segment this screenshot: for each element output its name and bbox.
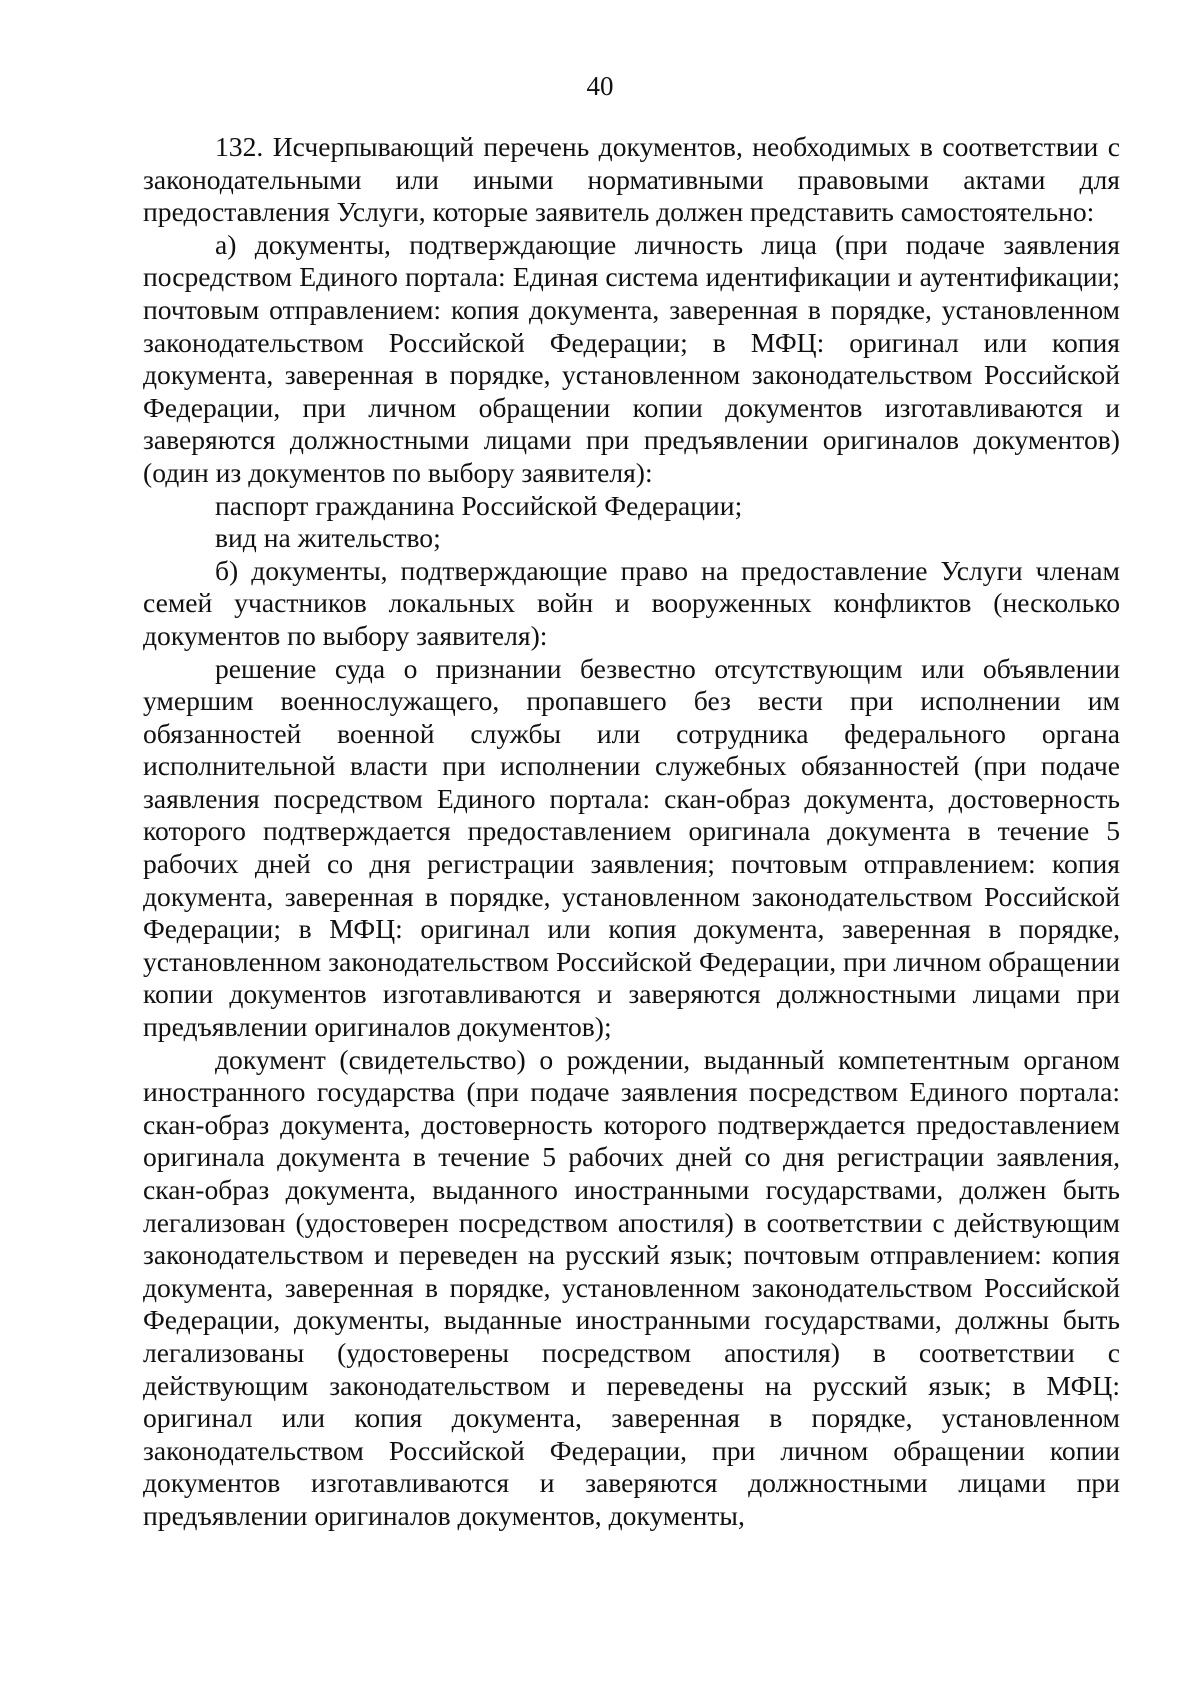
paragraph-b-entitlement-documents: б) документы, подтверждающие право на предоставление Услуги членам семей участников локальных войн и вооруженных конфликтов (несколько документов по выбору заявителя): <box>143 554 1120 651</box>
list-item-court-decision: решение суда о признании безвестно отсутствующим или объявлении умершим военнослужащего, пропавшего без вести при исполнении им обязанностей военной службы или сотрудника федерального органа исполнительной власти при исполнении служебных обязанностей (при подаче заявления посредством Единого портала: скан-образ документа, достоверность которого подтверждается предоставлением оригинала документа в течение 5 рабочих дней со дня регистрации заявления; почтовым отправлением: копия документа, заверенная в порядке, установленном законодательством Российской Федерации; в МФЦ: оригинал или копия документа, заверенная в порядке, установленном законодательством Российской Федерации, при личном обращении копии документов изготавливаются и заверяются должностными лицами при предъявлении оригиналов документов); <box>143 652 1120 1043</box>
paragraph-a-identity-documents: а) документы, подтверждающие личность лица (при подаче заявления посредством Единого портала: Единая система идентификации и аутентификации; почтовым отправлением: копия документа, заверенная в порядке, установленном законодательством Российской Федерации; в МФЦ: оригинал или копия документа, заверенная в порядке, установленном законодательством Российской Федерации, при личном обращении копии документов изготавливаются и заверяются должностными лицами при предъявлении оригиналов документов) (один из документов по выбору заявителя): <box>143 228 1120 488</box>
document-body <box>143 131 1120 1533</box>
paragraph-132-intro: 132. Исчерпывающий перечень документов, необходимых в соответствии с законодательными или иными нормативными правовыми актами для предоставления Услуги, которые заявитель должен представить самостоятельно: <box>143 131 1120 228</box>
list-item-birth-certificate: документ (свидетельство) о рождении, выданный компетентным органом иностранного государства (при подаче заявления посредством Единого портала: скан-образ документа, достоверность которого подтверждается предоставлением оригинала документа в течение 5 рабочих дней со дня регистрации заявления, скан-образ документа, выданного иностранными государствами, должен быть легализован (удостоверен посредством апостиля) в соответствии с действующим законодательством и переведен на русский язык; почтовым отправлением: копия документа, заверенная в порядке, установленном законодательством Российской Федерации, документы, выданные иностранными государствами, должны быть легализованы (удостоверены посредством апостиля) в соответствии с действующим законодательством и переведены на русский язык; в МФЦ: оригинал или копия документа, заверенная в порядке, установленном законодательством Российской Федерации, при личном обращении копии документов изготавливаются и заверяются должностными лицами при предъявлении оригиналов документов, документы, <box>143 1043 1120 1531</box>
page-number: 40 <box>586 71 614 101</box>
list-item-residence-permit: вид на жительство; <box>215 522 441 554</box>
list-item-passport: паспорт гражданина Российской Федерации; <box>215 489 743 521</box>
